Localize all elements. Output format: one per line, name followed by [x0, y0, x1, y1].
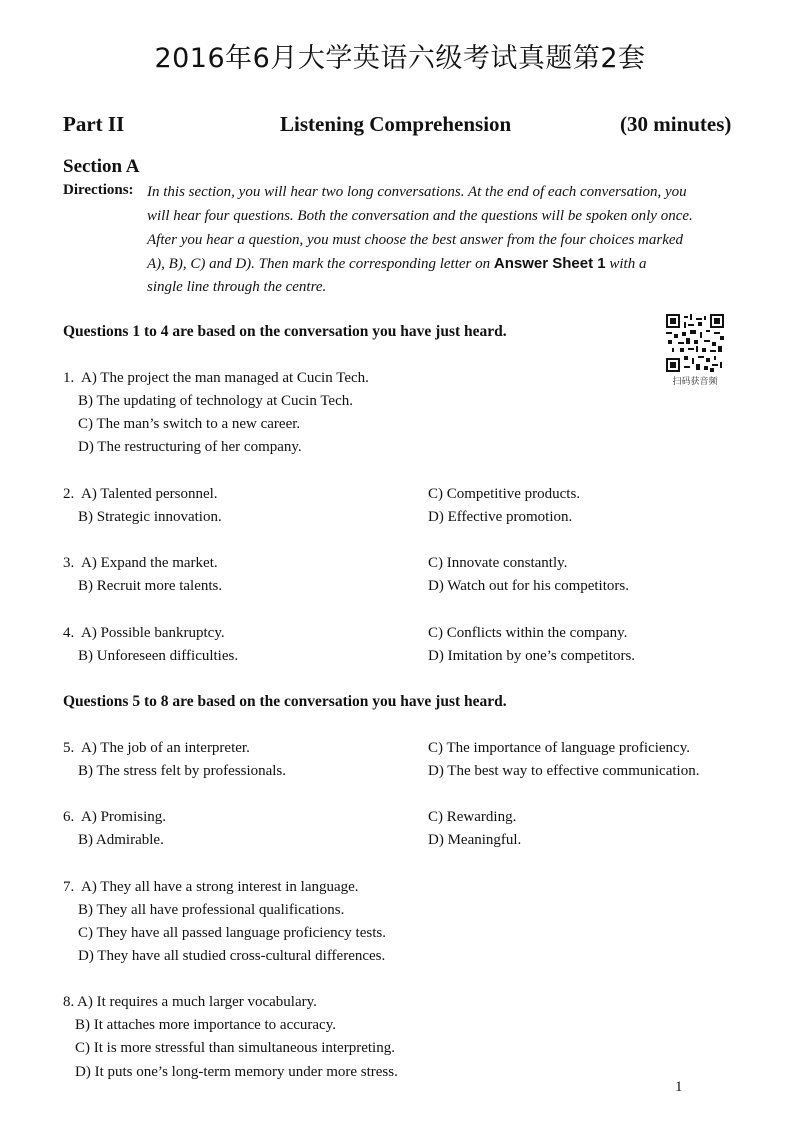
question-number: 1.: [63, 370, 75, 386]
option-c: C) Conflicts within the company.: [428, 625, 628, 641]
qr-caption: 扫码获音频: [672, 377, 718, 387]
question-number: 6.: [63, 809, 75, 825]
option-b: B) Unforeseen difficulties.: [78, 648, 239, 664]
option-c: C) Competitive products.: [428, 486, 581, 502]
option-b: B) Recruit more talents.: [78, 578, 223, 594]
group-heading-1: Questions 1 to 4 are based on the conversation you have just heard.: [63, 323, 507, 340]
option-d: D) Effective promotion.: [428, 509, 573, 525]
question-number: 5.: [63, 740, 75, 756]
option-b: B) The stress felt by professionals.: [78, 763, 287, 779]
page-number: 1: [675, 1079, 683, 1095]
option-d: D) The restructuring of her company.: [78, 439, 302, 455]
question-number: 3.: [63, 555, 75, 571]
option-a: A) The job of an interpreter.: [81, 740, 250, 756]
option-b: B) Strategic innovation.: [78, 509, 222, 525]
option-a: A) Expand the market.: [81, 555, 218, 571]
option-a: A) The project the man managed at Cucin Tech.: [81, 370, 369, 386]
option-a: A) Promising.: [81, 809, 167, 825]
section-heading: Section A: [63, 156, 140, 177]
directions-line-4: [147, 255, 646, 273]
question-number: 4.: [63, 625, 75, 641]
option-a: A) It requires a much larger vocabulary.: [77, 994, 317, 1010]
question-number: 2.: [63, 486, 75, 502]
directions-label: Directions:: [63, 182, 134, 198]
qr-code-icon: [666, 314, 724, 372]
option-c: C) They have all passed language proficiency tests.: [78, 925, 386, 941]
option-d: D) The best way to effective communication.: [428, 763, 700, 779]
option-d: D) Meaningful.: [428, 832, 522, 848]
option-c: C) The importance of language proficiency.: [428, 740, 690, 756]
answer-sheet-ref: Answer Sheet 1: [493, 255, 606, 272]
question-number: 8.: [63, 994, 75, 1010]
option-c: C) The man’s switch to a new career.: [78, 416, 301, 432]
option-c: C) Rewarding.: [428, 809, 517, 825]
option-d: D) They have all studied cross-cultural differences.: [78, 948, 386, 964]
question-number: 7.: [63, 879, 75, 895]
option-a: A) Possible bankruptcy.: [81, 625, 225, 641]
option-a: A) They all have a strong interest in language.: [81, 879, 359, 895]
option-b: B) The updating of technology at Cucin Tech.: [78, 393, 354, 409]
directions-line-4-end: with a: [605, 256, 647, 272]
option-d: D) It puts one’s long-term memory under more stress.: [75, 1064, 398, 1080]
option-b: B) It attaches more importance to accuracy.: [75, 1017, 336, 1033]
directions-line-1: In this section, you will hear two long conversations. At the end of each conversation, you: [147, 184, 687, 200]
option-d: D) Imitation by one’s competitors.: [428, 648, 636, 664]
option-b: B) They all have professional qualifications.: [78, 902, 345, 918]
option-c: C) It is more stressful than simultaneous interpreting.: [75, 1040, 395, 1056]
part-name: Listening Comprehension: [280, 112, 512, 136]
group-heading-2: Questions 5 to 8 are based on the conversation you have just heard.: [63, 693, 507, 710]
directions-line-2: will hear four questions. Both the conversation and the questions will be spoken only once.: [147, 208, 693, 224]
directions-line-5: single line through the centre.: [147, 279, 327, 295]
option-b: B) Admirable.: [78, 832, 164, 848]
part-time: (30 minutes): [620, 112, 732, 136]
option-a: A) Talented personnel.: [81, 486, 218, 502]
part-label: Part II: [63, 112, 125, 136]
page-title: 2016年6月大学英语六级考试真题第2套: [154, 43, 646, 74]
directions-line-3: After you hear a question, you must choose the best answer from the four choices marked: [147, 232, 684, 248]
directions-line-4-start: A), B), C) and D). Then mark the corresponding letter on: [147, 256, 494, 272]
option-c: C) Innovate constantly.: [428, 555, 568, 571]
option-d: D) Watch out for his competitors.: [428, 578, 629, 594]
